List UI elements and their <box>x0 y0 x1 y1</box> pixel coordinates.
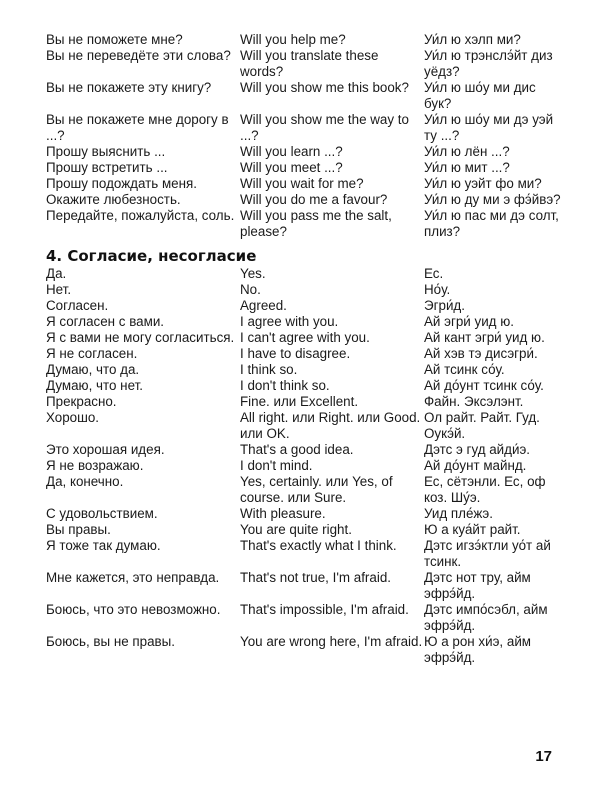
russian-phrase: Да, конечно. <box>46 474 124 489</box>
transcription: Уи́л ю мит ...? <box>424 160 510 175</box>
english-phrase: You are quite right. <box>240 522 352 537</box>
english-phrase: Will you wait for me? <box>240 176 364 191</box>
russian-phrase: Я тоже так думаю. <box>46 538 161 553</box>
english-phrase: I don't think so. <box>240 378 330 393</box>
transcription: Но́у. <box>424 282 451 297</box>
english-phrase: That's impossible, I'm afraid. <box>240 602 409 617</box>
phrase-row <box>46 394 566 410</box>
english-phrase: Will you learn ...? <box>240 144 343 159</box>
page-number: 17 <box>535 748 552 765</box>
english-phrase: You are wrong here, I'm afraid. <box>240 634 423 649</box>
phrase-row <box>46 474 566 506</box>
phrasebook-page <box>46 32 566 666</box>
phrase-row <box>46 112 566 144</box>
english-phrase: Agreed. <box>240 298 287 313</box>
english-phrase: Fine. или Excellent. <box>240 394 359 409</box>
phrase-row <box>46 634 566 666</box>
english-phrase: I can't agree with you. <box>240 330 370 345</box>
russian-phrase: Прошу подождать меня. <box>46 176 197 191</box>
phrase-row <box>46 176 566 192</box>
phrase-row <box>46 458 566 474</box>
english-phrase: Will you translate these words? <box>240 48 379 79</box>
english-phrase: No. <box>240 282 261 297</box>
phrase-row <box>46 144 566 160</box>
english-phrase: Will you do me a favour? <box>240 192 388 207</box>
phrase-row <box>46 602 566 634</box>
russian-phrase: Вы правы. <box>46 522 111 537</box>
phrase-table-agreement-body <box>46 266 566 666</box>
english-phrase: That's exactly what I think. <box>240 538 397 553</box>
transcription: Уи́л ю ду ми э фэ́йвэ? <box>424 192 561 207</box>
russian-phrase: Я согласен с вами. <box>46 314 165 329</box>
english-phrase: That's not true, I'm afraid. <box>240 570 391 585</box>
transcription: Уи́л ю хэлп ми? <box>424 32 521 47</box>
russian-phrase: Согласен. <box>46 298 109 313</box>
russian-phrase: Прошу выяснить ... <box>46 144 166 159</box>
transcription: Уид пле́жэ. <box>424 506 493 521</box>
russian-phrase: Я не возражаю. <box>46 458 144 473</box>
english-phrase: Will you show me the way to ...? <box>240 112 409 143</box>
phrase-row <box>46 330 566 346</box>
phrase-row <box>46 298 566 314</box>
english-phrase: With pleasure. <box>240 506 326 521</box>
phrase-row <box>46 282 566 298</box>
russian-phrase: Вы не поможете мне? <box>46 32 183 47</box>
transcription: Ай до́унт тсинк со́у. <box>424 378 544 393</box>
english-phrase: I have to disagree. <box>240 346 351 361</box>
phrase-row <box>46 266 566 282</box>
transcription: Ес. <box>424 266 444 281</box>
russian-phrase: Нет. <box>46 282 72 297</box>
transcription: Уи́л ю пас ми дэ солт, плиз? <box>424 208 559 239</box>
transcription: Ол райт. Райт. Гуд. Оукэ́й. <box>424 410 540 441</box>
english-phrase: I agree with you. <box>240 314 339 329</box>
section-title: 4. Согласие, несогласие <box>46 247 257 265</box>
transcription: Ай хэв тэ дисэгри́. <box>424 346 538 361</box>
transcription: Ю а рон хи́э, айм эфрэ́йд. <box>424 634 532 665</box>
phrase-row <box>46 442 566 458</box>
transcription: Ю а куа́йт райт. <box>424 522 521 537</box>
russian-phrase: Думаю, что нет. <box>46 378 143 393</box>
phrase-row <box>46 48 566 80</box>
transcription: Ай до́унт майнд. <box>424 458 527 473</box>
transcription: Ай эгри́ уид ю. <box>424 314 514 329</box>
phrase-table-requests-body <box>46 32 566 240</box>
phrase-row <box>46 522 566 538</box>
russian-phrase: Мне кажется, это неправда. <box>46 570 220 585</box>
russian-phrase: Это хорошая идея. <box>46 442 165 457</box>
transcription: Ай кант эгри́ уид ю. <box>424 330 545 345</box>
russian-phrase: Передайте, пожалуйста, соль. <box>46 208 235 223</box>
english-phrase: Will you meet ...? <box>240 160 343 175</box>
russian-phrase: Думаю, что да. <box>46 362 140 377</box>
phrase-table-requests <box>46 32 566 240</box>
transcription: Уи́л ю шо́у ми дис бук? <box>424 80 536 111</box>
phrase-row <box>46 192 566 208</box>
transcription: Дэтс игзэ́ктли уо́т ай тсинк. <box>424 538 551 569</box>
russian-phrase: Прошу встретить ... <box>46 160 168 175</box>
russian-phrase: С удовольствием. <box>46 506 158 521</box>
transcription: Дэтс нот тру, айм эфрэ́йд. <box>424 570 531 601</box>
phrase-row <box>46 506 566 522</box>
russian-phrase: Боюсь, вы не правы. <box>46 634 176 649</box>
russian-phrase: Да. <box>46 266 67 281</box>
phrase-row <box>46 570 566 602</box>
phrase-table-agreement <box>46 266 566 666</box>
transcription: Ес, сётэнли. Ес, оф коз. Шу́э. <box>424 474 546 505</box>
english-phrase: Yes. <box>240 266 266 281</box>
phrase-row <box>46 160 566 176</box>
russian-phrase: Хорошо. <box>46 410 100 425</box>
phrase-row <box>46 346 566 362</box>
english-phrase: Will you help me? <box>240 32 346 47</box>
russian-phrase: Вы не переведёте эти слова? <box>46 48 231 63</box>
phrase-row <box>46 314 566 330</box>
english-phrase: Yes, certainly. или Yes, of course. или Sure. <box>240 474 393 505</box>
transcription: Уи́л ю трэнслэ́йт диз уёдз? <box>424 48 553 79</box>
phrase-row <box>46 538 566 570</box>
transcription: Уи́л ю шо́у ми дэ уэй ту ...? <box>424 112 554 143</box>
transcription: Эгри́д. <box>424 298 465 313</box>
english-phrase: I don't mind. <box>240 458 313 473</box>
russian-phrase: Прекрасно. <box>46 394 117 409</box>
phrase-row <box>46 362 566 378</box>
english-phrase: That's a good idea. <box>240 442 354 457</box>
russian-phrase: Вы не покажете мне дорогу в ...? <box>46 112 229 143</box>
phrase-row <box>46 208 566 240</box>
russian-phrase: Я не согласен. <box>46 346 138 361</box>
phrase-row <box>46 378 566 394</box>
transcription: Уи́л ю уэйт фо ми? <box>424 176 542 191</box>
transcription: Дэтс импо́сэбл, айм эфрэ́йд. <box>424 602 548 633</box>
phrase-row <box>46 32 566 48</box>
phrase-row <box>46 80 566 112</box>
russian-phrase: Окажите любезность. <box>46 192 181 207</box>
english-phrase: I think so. <box>240 362 298 377</box>
transcription: Файн. Эксэлэнт. <box>424 394 524 409</box>
english-phrase: Will you pass me the salt, please? <box>240 208 392 239</box>
russian-phrase: Я с вами не могу согласиться. <box>46 330 235 345</box>
english-phrase: All right. или Right. или Good. или OK. <box>240 410 421 441</box>
phrase-row <box>46 410 566 442</box>
russian-phrase: Вы не покажете эту книгу? <box>46 80 212 95</box>
english-phrase: Will you show me this book? <box>240 80 409 95</box>
transcription: Уи́л ю лён ...? <box>424 144 510 159</box>
transcription: Ай тсинк со́у. <box>424 362 505 377</box>
transcription: Дэтс э гуд айди́э. <box>424 442 530 457</box>
russian-phrase: Боюсь, что это невозможно. <box>46 602 221 617</box>
